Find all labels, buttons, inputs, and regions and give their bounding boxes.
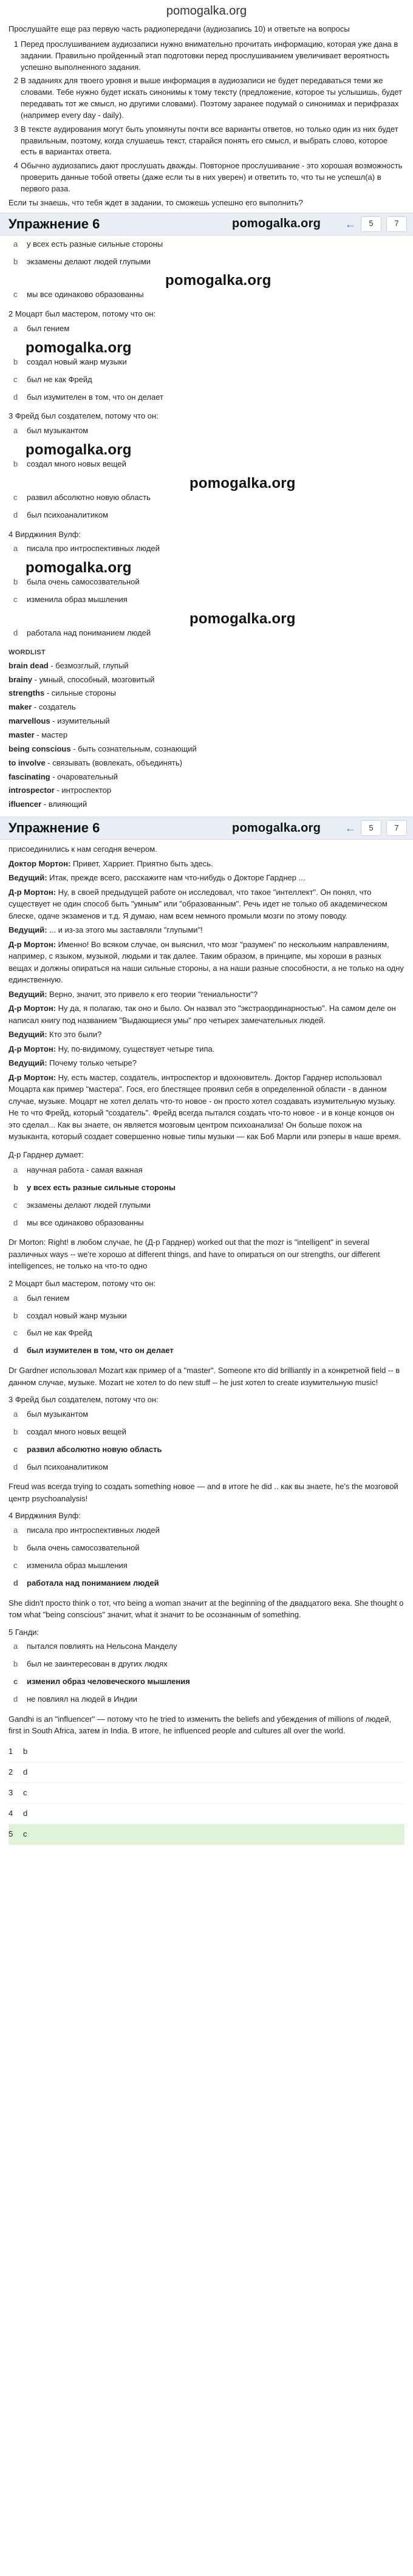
option[interactable]: a писала про интроспективных людей (13, 1526, 160, 1535)
option-correct[interactable]: c развил абсолютно новую область (13, 1444, 162, 1454)
transcript-line: Д-р Мортон: Ну, в своей предыдущей работе он исследовал, что такое "интеллект". Он понял, что существует не один способ быть "умным" или "образованным". Речь идет не только об академическом блеске, одаче экзаменов и т.д. Я думаю, нам всем немного промыли мозги по этому поводу. (9, 887, 387, 920)
transcript-line: Ведущий: Верно, значит, это привело к его теории "гениальности"? (9, 989, 258, 999)
explanation: Freud was всегда trying to создать something новое — and в итоге he did .. как вы знаете, he's the мозговой центр psychoanalysis! (9, 1482, 398, 1503)
transcript-line: Доктор Мортон: Привет, Харриет. Приятно быть здесь. (9, 858, 213, 868)
option-correct[interactable]: d был изумителен в том, что он делает (13, 1346, 174, 1355)
option[interactable]: b создал новый жанр музыки (13, 357, 127, 366)
intro-step: 1 Перед прослушиванием аудиозаписи нужно внимательно прочитать информацию, которая уже дана в задании. Правильно пройденный этап подготовки перед прослушиванием увеличивает вероятность успешно выполненного задания. (13, 39, 398, 72)
q2-options (0, 320, 413, 406)
intro-outro: Если ты знаешь, что тебя ждет в задании, то сможешь успешно его выполнить? (9, 197, 303, 207)
option[interactable]: b был не заинтересован в других людях (13, 1659, 168, 1669)
watermark-row: pomogalka.org (189, 611, 296, 627)
exercise-title: Упражнение 6 (9, 820, 100, 836)
exercise-header (0, 817, 413, 840)
option[interactable]: a научная работа - самая важная (13, 1165, 143, 1175)
transcript-line: Д-р Мортон: Ну, есть мастер, создатель, интроспектор и вдохновитель. Доктор Гарднер использовал Моцарта как пример "мастера". Гося, его блестящее проявил себя в определенной области - в данном случае, музыке. Моцарт не хотел делать что-то новое - он просто хотел создавать изумительную музыку. Не то что Фрейд, который "создатель". Фрейд всегда пытался создать что-то новое - и в конце концов он это сделал... Как вы знаете, он является мозговым центром психоанализа! Он больше похож на музыканта, который создает совершенно новые типы музыки — как Боб Марли или рэперы в наше время. (9, 1072, 401, 1142)
question: 2 Моцарт был мастером, потому что он: (9, 1278, 156, 1288)
option[interactable]: d был изумителен в том, что он делает (13, 392, 163, 402)
option[interactable]: c экзамены делают людей глупыми (13, 1200, 151, 1210)
option[interactable]: a пытался повлиять на Нельсона Манделу (13, 1642, 177, 1651)
option[interactable]: d мы все одинаково образованны (13, 1218, 144, 1227)
prev-arrow-icon[interactable]: ← (345, 218, 356, 230)
answer-row: 4 d (9, 1804, 404, 1824)
prev-page-button[interactable]: 5 (361, 820, 381, 836)
list-item: introspector - интроспектор (9, 786, 112, 795)
option-correct[interactable]: d работала над пониманием людей (13, 1578, 159, 1588)
explanation: Dr Gardner использовал Mozart как пример of a "master". Someone кто did brilliantly in a конкретной field -- в данном случае, музыке. Mozart не хотел to do new stuff -- he just хотел to create изумительную music! (9, 1366, 400, 1387)
wordlist-title: WORDLIST (9, 648, 46, 656)
q3-options (0, 1406, 413, 1476)
prev-page-button[interactable]: 5 (361, 216, 381, 232)
watermark-row: pomogalka.org (26, 560, 132, 577)
option[interactable]: b была очень самосозвательной (13, 1543, 140, 1553)
intro-step: 2 В заданиях для твоего уровня и выше информация в аудиозаписи не будет передаваться теми же словами. Тебе нужно будет искать синонимы к тому тексту (предложение, которое ты услышишь, будет передавать тот же смысл, но другими словами). Поэтому заранее подумай о синонимах и перифразах (например every day - daily). (13, 76, 402, 120)
question: 3 Фрейд был создателем, потому что он: (9, 1395, 159, 1405)
option[interactable]: a был гением (13, 1293, 70, 1303)
transcript-line: Д-р Гарднер думает: (9, 1149, 84, 1159)
question: 2 Моцарт был мастером, потому что он: (9, 309, 156, 319)
option[interactable]: d был психоаналитиком (13, 510, 109, 519)
exercise-header (0, 213, 413, 236)
transcript-line: Д-р Мортон: Ну, по-видимому, существует четыре типа. (9, 1044, 215, 1053)
option-correct[interactable]: c изменил образ человеческого мышления (13, 1677, 190, 1687)
list-item: brainy - умный, способный, мозговитый (9, 674, 155, 684)
exercise-nav (345, 216, 407, 232)
q5-options (0, 1638, 413, 1708)
transcript-line: присоединились к нам сегодня вечером. (9, 844, 157, 854)
option[interactable]: a был музыкантом (13, 426, 89, 436)
list-item: maker - создатель (9, 702, 76, 712)
option[interactable]: c изменила образ мышления (13, 1560, 128, 1570)
transcript (0, 842, 413, 1162)
option[interactable]: b создал много новых вещей (13, 1427, 126, 1436)
q4-options (0, 540, 413, 642)
watermark-row: pomogalka.org (26, 442, 132, 459)
option[interactable]: a у всех есть разные сильные стороны (13, 239, 163, 248)
option[interactable]: b создал много новых вещей (13, 459, 126, 469)
next-page-button[interactable]: 7 (386, 820, 407, 836)
option[interactable]: d работала над пониманием людей (13, 628, 151, 637)
question: 4 Вирджиния Вулф: (9, 1511, 81, 1521)
list-item: to involve - связывать (вовлекать, объединять) (9, 758, 182, 767)
q3-options (0, 422, 413, 524)
list-item: marvellous - изумительный (9, 716, 110, 726)
explanation: She didn't просто think о тот, что being a woman значит at the beginning of the двадцатого века. She thought о том what "being conscious" значит, what it значит to be осознанным of something. (9, 1598, 404, 1620)
option[interactable]: a был гением (13, 324, 70, 334)
option[interactable]: b экзамены делают людей глупыми (13, 256, 151, 266)
q1-options (0, 1162, 413, 1231)
list-item: master - мастер (9, 730, 68, 739)
list-item: brain dead - безмозглый, глупый (9, 660, 129, 670)
watermark: pomogalka.org (232, 821, 321, 835)
explanation: Dr Morton: Right! в любом случае, he (Д-р Гарднер) worked out that the mozг is "intelligent" in several различных ways -- we're хорошо at different things, and have to опираться on our strengths, our different intelligences, не только на что-то одно (9, 1238, 380, 1271)
option[interactable]: a писала про интроспективных людей (13, 544, 160, 553)
option[interactable]: c был не как Фрейд (13, 374, 92, 384)
transcript-line: Д-р Мортон: Именно! Во всяком случае, он выяснил, что мозг "разумен" по нескольким направлениям, например, с языком, музыкой, людьми и так далее. Таким образом, в принципе, мы хороши в разных вещах и должны опираться на наши сильные стороны, а на наши разные способности, а не только на одну единственную. (9, 939, 404, 985)
option[interactable]: d был психоаналитиком (13, 1462, 109, 1471)
intro-lead: Прослушайте еще раз первую часть радиопередачи (аудиозапись 10) и ответьте на вопросы (9, 24, 350, 33)
option[interactable]: c был не как Фрейд (13, 1328, 92, 1338)
intro-step: 4 Обычно аудиозапись дают прослушать дважды. Повторное прослушивание - это хорошая возможность проверить данные тобой ответы (даже если ты в них уверен) и ответить то, что ты не успешл(а) в первого раза. (13, 161, 403, 193)
option[interactable]: c мы все одинаково образованны (13, 290, 144, 300)
prev-arrow-icon[interactable]: ← (345, 822, 356, 835)
option[interactable]: d не повлиял на людей в Индии (13, 1694, 137, 1704)
question: 4 Вирджиния Вулф: (9, 529, 81, 539)
transcript-line: Ведущий: Кто это были? (9, 1030, 102, 1040)
q4-options (0, 1522, 413, 1592)
watermark-row: pomogalka.org (189, 474, 296, 492)
option[interactable]: b была очень самосозвательной (13, 577, 140, 587)
list-item: being conscious - быть сознательным, сознающий (9, 744, 197, 753)
answer-row: 2 d (9, 1762, 404, 1783)
site-brand[interactable]: pomogalka.org (166, 4, 247, 18)
q2-options (0, 1290, 413, 1360)
option[interactable]: c развил абсолютно новую область (13, 492, 151, 502)
option[interactable]: a был музыкантом (13, 1410, 89, 1419)
list-item: fascinating - очаровательный (9, 772, 118, 781)
transcript-line: Ведущий: Итак, прежде всего, расскажите нам что-нибудь о Докторе Гарднер ... (9, 873, 305, 883)
watermark-row: pomogalka.org (26, 339, 132, 356)
option[interactable]: c изменила образ мышления (13, 595, 128, 605)
explanation: Gandhi is an "influencer" — потому что he tried to изменить the beliefs and убеждения of millions of людей, first in South Africa, затем in India. В итоге, he influenced people and cultures all over the world. (9, 1714, 392, 1736)
transcript-line: Д-р Мортон: Ну да, я полагаю, так оно и было. Он назвал это "экстраординарностью". На самом деле он написал книгу под названием "Выдающиеся умы" про четырех замечательных людей. (9, 1004, 396, 1025)
option[interactable]: b создал новый жанр музыки (13, 1310, 127, 1320)
next-page-button[interactable]: 7 (386, 216, 407, 232)
answer-row: 1 b (9, 1742, 404, 1762)
answer-row: 3 c (9, 1783, 404, 1804)
exercise-nav (345, 820, 407, 836)
q1-options (0, 236, 413, 304)
watermark: pomogalka.org (232, 217, 321, 231)
list-item: ifluencer - влияющий (9, 800, 87, 809)
question: 5 Ганди: (9, 1627, 39, 1637)
watermark-row: pomogalka.org (165, 272, 271, 289)
answer-key (0, 1742, 413, 1845)
wordlist (0, 659, 413, 812)
transcript-line: Ведущий: Почему только четыре? (9, 1058, 137, 1068)
intro-step: 3 В тексте аудирования могут быть упомянуты почти все варианты ответов, но только один из них будет правильным, поэтому, когда слушаешь текст, старайся понять его смысл, и выбрать слово, которое есть в вариантах ответа. (13, 124, 398, 157)
option-correct[interactable]: b у всех есть разные сильные стороны (13, 1182, 176, 1192)
intro-steps (0, 39, 413, 195)
transcript-line: Ведущий: ... и из-за этого мы заставляли "глупыми"! (9, 925, 203, 935)
list-item: strengths - сильные стороны (9, 688, 116, 698)
answer-row: 5 c (9, 1824, 404, 1845)
exercise-title: Упражнение 6 (9, 216, 100, 231)
question: 3 Фрейд был создателем, потому что он: (9, 411, 159, 421)
